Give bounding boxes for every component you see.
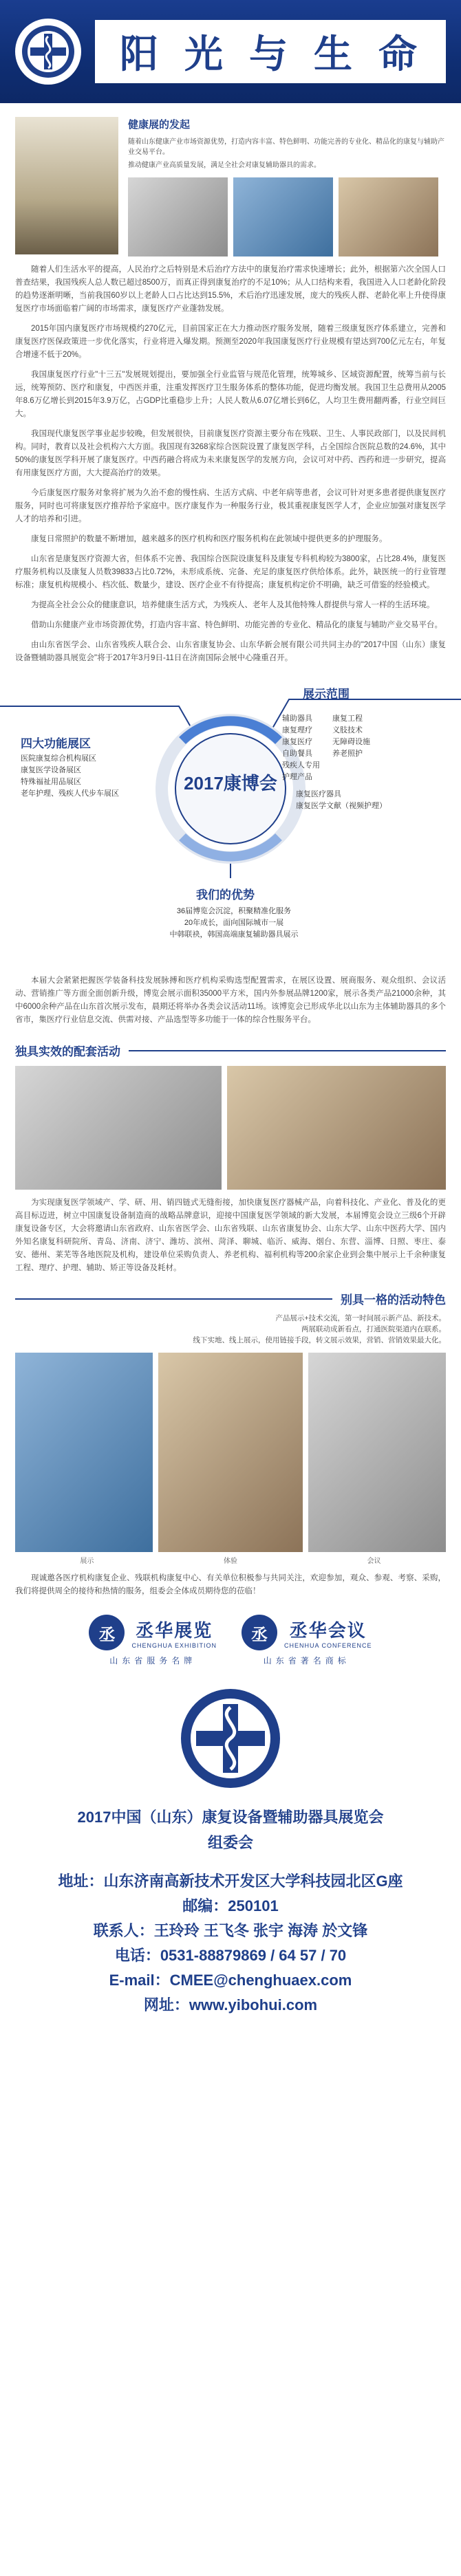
paragraph: 借助山东健康产业市场资源优势，打造内容丰富、特色鲜明、功能完善的专业化、精品化的康复与辅助产业交易平台。 bbox=[31, 621, 442, 629]
meeting-photo bbox=[308, 1353, 446, 1552]
address: 地址：山东济南高新技术开发区大学科技园北区G座 bbox=[58, 1873, 403, 1890]
event-line: 产品展示+技术交流，第一时间展示新产品、新技术。 bbox=[275, 1314, 446, 1322]
intro-summary-2: 推动健康产业高质量发展，满足全社会对康复辅助器具的需求。 bbox=[128, 162, 321, 169]
advantages-list bbox=[158, 906, 310, 941]
chenghua-conference-logo bbox=[242, 1615, 372, 1666]
website[interactable]: 网址：www.yibohui.com bbox=[143, 1996, 318, 2013]
title-char: 光 bbox=[184, 32, 227, 77]
events-lines bbox=[0, 1307, 461, 1346]
intro-heading: 健康展的发起 bbox=[128, 119, 191, 131]
scope-item: 康复医疗 bbox=[282, 738, 312, 746]
features-heading: 四大功能展区 bbox=[21, 737, 91, 750]
title-char: 命 bbox=[378, 32, 421, 77]
caption: 会议 bbox=[367, 1558, 381, 1565]
events-photos bbox=[0, 1346, 461, 1552]
paragraph: 为提高全社会公众的健康意识，培养健康生活方式，为残疾人、老年人及其他特殊人群提供与常人一样的生活环境。 bbox=[31, 601, 435, 609]
activities-heading: 独具实效的配套活动 bbox=[15, 1045, 120, 1058]
chenghua-exhibition-logo bbox=[89, 1615, 217, 1666]
exhibit-photo bbox=[233, 177, 333, 256]
advantage-item: 36届博览会沉淀，积聚精准化服务 bbox=[176, 907, 292, 915]
event-line: 线下实地、线上展示，使用链接手段，转文展示效果，营销、营销效果最大化。 bbox=[193, 1336, 446, 1344]
paragraph: 山东省是康复医疗资源大省，但体系不完善、我国综合医院设康复科及康复专科机构较为3800家，占比28.4%，康复医疗服务机构以及康复人员数39833占比0.72%，未形成系统、完备、充足的康复医疗供给体系。此外，缺医统一的行业管理标准；康复机构规模小、档次低、数量少，建设、医疗企业不有待提高；康复机构定价不明确，缺乏可借鉴的经验模式。 bbox=[15, 555, 446, 589]
paragraph: 我国现代康复医学事业起步较晚，但发展很快，目前康复医疗资源主要分布在残联、卫生、人事民政部门，以及民间机构。同时，教育以及社会机构六大方面。我国现有3268家综合医院设置了康复医学科，占全国综合医院总数的24.6%，其中50%的康复医学科开展了康复医疗。中西药融合将成为未来康复医学的发展方向，会议可对中药、西药和进一步研究，提高有用康复医疗方面，大大提高治疗的效果。 bbox=[15, 430, 446, 477]
visitor-photo bbox=[339, 177, 438, 256]
events-heading: 别具一格的活动特色 bbox=[341, 1294, 446, 1307]
intro-summary: 随着山东健康产业市场资源优势，打造内容丰富、特色鲜明、功能完善的专业化、精品化的康复与辅助产业交易平台。 bbox=[128, 138, 444, 156]
footer bbox=[0, 1615, 461, 2038]
exhibition-hall-photo bbox=[15, 117, 118, 254]
postcode: 邮编：250101 bbox=[182, 1897, 279, 1914]
activities-title-bar bbox=[0, 1042, 461, 1059]
phone: 电话：0531-88879869 / 64 57 / 70 bbox=[114, 1947, 347, 1964]
caption: 体验 bbox=[224, 1558, 237, 1565]
medical-emblem-icon bbox=[179, 1687, 282, 1790]
conference-photo bbox=[227, 1066, 446, 1190]
title-char: 与 bbox=[249, 32, 292, 77]
advantages-heading: 我们的优势 bbox=[196, 888, 255, 902]
feature-item: 老年护理、残疾人代步车展区 bbox=[21, 789, 119, 798]
expo-diagram bbox=[0, 679, 461, 968]
intro-section bbox=[0, 103, 461, 665]
scope-item: 辅助器具 bbox=[282, 714, 312, 723]
scope-item: 义肢技术 bbox=[332, 726, 363, 734]
paragraph: 我国康复医疗行业"十三五"发展规划提出，要加强全行业监管与规范化管理，统筹城乡、区域资源配置，统筹当前与长远，统筹预防、医疗和康复，中西医并重，注重发挥医疗卫生服务体系的整体功能，促进均衡发展。我国卫生总费用从2005年8.6万亿增长到2015年3.9万亿，占GDP比重稳步上升；人民人数从6.07亿增长到6亿，人均卫生费用翻两番，行业空间巨大。 bbox=[15, 371, 446, 418]
paragraph: 由山东省医学会、山东省残疾人联合会、山东省康复协会、山东华新会展有限公司共同主办的"2017中国（山东）康复设备暨辅助器具展览会"将于2017年3月9日-11日在济南国际会展中心隆重召开。 bbox=[15, 641, 446, 662]
closing-text: 现诚邀各医疗机构康复企业、残联机构康复中心、有关单位积极参与共同关注，欢迎参加，观众、参观、考察、采购，我们将提供周全的接待和热情的服务，组委会全体成员期待您的莅临！ bbox=[15, 1574, 446, 1595]
organizer-title: 2017中国（山东）康复设备暨辅助器具展览会 bbox=[77, 1809, 384, 1826]
title-char: 生 bbox=[314, 32, 356, 77]
caption: 展示 bbox=[80, 1558, 94, 1565]
scope-item: 自助餐具 bbox=[282, 750, 312, 758]
divider bbox=[129, 1050, 446, 1051]
paragraph: 随着人们生活水平的提高，人民治疗之后特别是术后治疗方法中的康复治疗需求快速增长；此外，根据第六次全国人口普查结果，我国残疾人总人数已超过8500万，而真正得到康复治疗的不足10%；从人口结构来看，我国进入人口老龄化阶段的趋势逐渐明晰，当前我国60岁以上老龄人口占比达到15.5%，术后治疗迅速发展，庞大的残疾人群、老龄化率上升使得康复医疗市场面临着广阔的市场需求，康复医疗产业蓬勃发展。 bbox=[15, 265, 446, 313]
event-line: 两展联动成新看点，打通医院渠道内在联系。 bbox=[301, 1325, 446, 1333]
scope-item: 残疾人专用 bbox=[282, 761, 320, 769]
scope-item: 护理产品 bbox=[282, 773, 312, 781]
feature-item: 康复医学设备展区 bbox=[21, 766, 81, 774]
banner-title bbox=[95, 20, 446, 83]
experience-photo bbox=[158, 1353, 303, 1552]
paragraph: 2015年国内康复医疗市场规模约270亿元，目前国家正在大力推动医疗服务发展，随着三级康复医疗体系建立，完善和康复医疗医保政策进一步优化落实，行业将进入爆发期。预测至2020年我国康复医疗行业规模有望达到700亿元左右，年复合增速不低于20%。 bbox=[15, 325, 446, 359]
logo-en: CHENHUA CONFERENCE bbox=[284, 1641, 372, 1649]
email[interactable]: E-mail：CMEE@chenghuaex.com bbox=[109, 1972, 352, 1989]
chenghua-logo-icon: 丞 bbox=[242, 1615, 277, 1650]
contact-info bbox=[0, 1869, 461, 2018]
events-title-bar bbox=[0, 1290, 461, 1307]
events-captions bbox=[0, 1552, 461, 1565]
scope-item: 无障碍设施 bbox=[332, 738, 370, 746]
activities-text: 为实现康复医学领域产、学、研、用、销四链式无缝衔接，加快康复医疗器械产品，向着科技化、产业化、普及化的更高目标迈进，树立中国康复设备制造商的战略品牌意识，迎接中国康复医学领域的新大发展，本届博览会设立三级6个开辟康复设备专区，大会将邀请山东省政府、山东省医学会、山东省残联、山东省康复协会、山东大学、山东中医药大学、国内外知名康复科研院所、青岛、济南、济宁、潍坊、滨州、菏泽、聊城、临沂、威海、烟台、东营、淄博、日照、枣庄、泰安、德州、莱芜等各地医院及机构，建设单位采购负责人、养老机构、福利机构等200余家企业到会集中展示上千余种康复工程、理疗、护理、辅助、矫正等设备及耗材。 bbox=[15, 1199, 446, 1272]
medical-emblem-icon bbox=[15, 19, 81, 85]
scope-item: 康复医学文献（视频护理） bbox=[296, 802, 387, 810]
features-list bbox=[21, 753, 119, 800]
paragraph: 今后康复医疗服务对象将扩展为久治不愈的慢性病、生活方式病、中老年病等患者，会议可针对更多患者提供康复医疗服务，同时也可将康复医疗推荐给予家庭中。医疗康复作为一种服务行业，极其重视康复医学人才，企业应加强对康复医学人才的培养和引进。 bbox=[15, 489, 446, 523]
scope-heading: 展示范围 bbox=[303, 688, 350, 701]
logo-cn: 丞华会议 bbox=[289, 1619, 367, 1641]
logo-cn: 丞华展览 bbox=[136, 1619, 213, 1641]
scope-item: 康复工程 bbox=[332, 714, 363, 723]
title-char: 阳 bbox=[120, 32, 162, 77]
scope-item: 康复医疗器具 bbox=[296, 790, 341, 798]
chenghua-logo-icon: 丞 bbox=[89, 1615, 125, 1650]
paragraph: 康复日常照护的数量不断增加，越来越多的医疗机构和医疗服务机构在此领域中提供更多的护理服务。 bbox=[31, 535, 387, 543]
feature-item: 特殊福祉用品展区 bbox=[21, 778, 81, 786]
paragraph: 本届大会紧紧把握医学装备科技发展脉搏和医疗机构采购选型配置需求，在展区设置、展商服务、观众组织、会议活动、营销推广等方面全面创新升级，博览会展示面积35000平方米，国内外参展品牌1200家，展示各类产品21000余种，其中6000余种产品在山东首次展示发布，晨期还将举办各类会议活动11场。该博览会已形成华北以山东为主体辅助器具的多个省市，集医疗行业信息交流、供需对接、产品选型等多功能于一体的综合性服务平台。 bbox=[15, 976, 446, 1024]
forum-photo bbox=[15, 1066, 222, 1190]
logo-sub: 山东省服务名牌 bbox=[109, 1656, 197, 1666]
logo-en: CHENGHUA EXHIBITION bbox=[131, 1641, 217, 1649]
contacts: 联系人：王玲玲 王飞冬 张宇 海涛 於文锋 bbox=[93, 1922, 368, 1939]
booth-photo bbox=[128, 177, 228, 256]
scope-extra bbox=[296, 789, 387, 812]
divider bbox=[15, 1298, 332, 1300]
advantage-item: 中韩联袂，韩国高端康复辅助器具展示 bbox=[169, 930, 299, 939]
feature-item: 医院康复综合机构展区 bbox=[21, 754, 96, 763]
scope-item: 养老照护 bbox=[332, 750, 363, 758]
scope-item: 康复理疗 bbox=[282, 726, 312, 734]
organizer-subtitle: 组委会 bbox=[207, 1834, 253, 1851]
header-banner bbox=[0, 0, 461, 103]
scope-list bbox=[282, 713, 370, 783]
display-photo bbox=[15, 1353, 153, 1552]
logo-sub: 山东省著名商标 bbox=[263, 1656, 350, 1666]
advantage-item: 20年成长，面向国际城市一展 bbox=[184, 919, 284, 927]
activities-photos bbox=[0, 1059, 461, 1190]
expo-center-title: 2017康博会 bbox=[184, 773, 277, 794]
